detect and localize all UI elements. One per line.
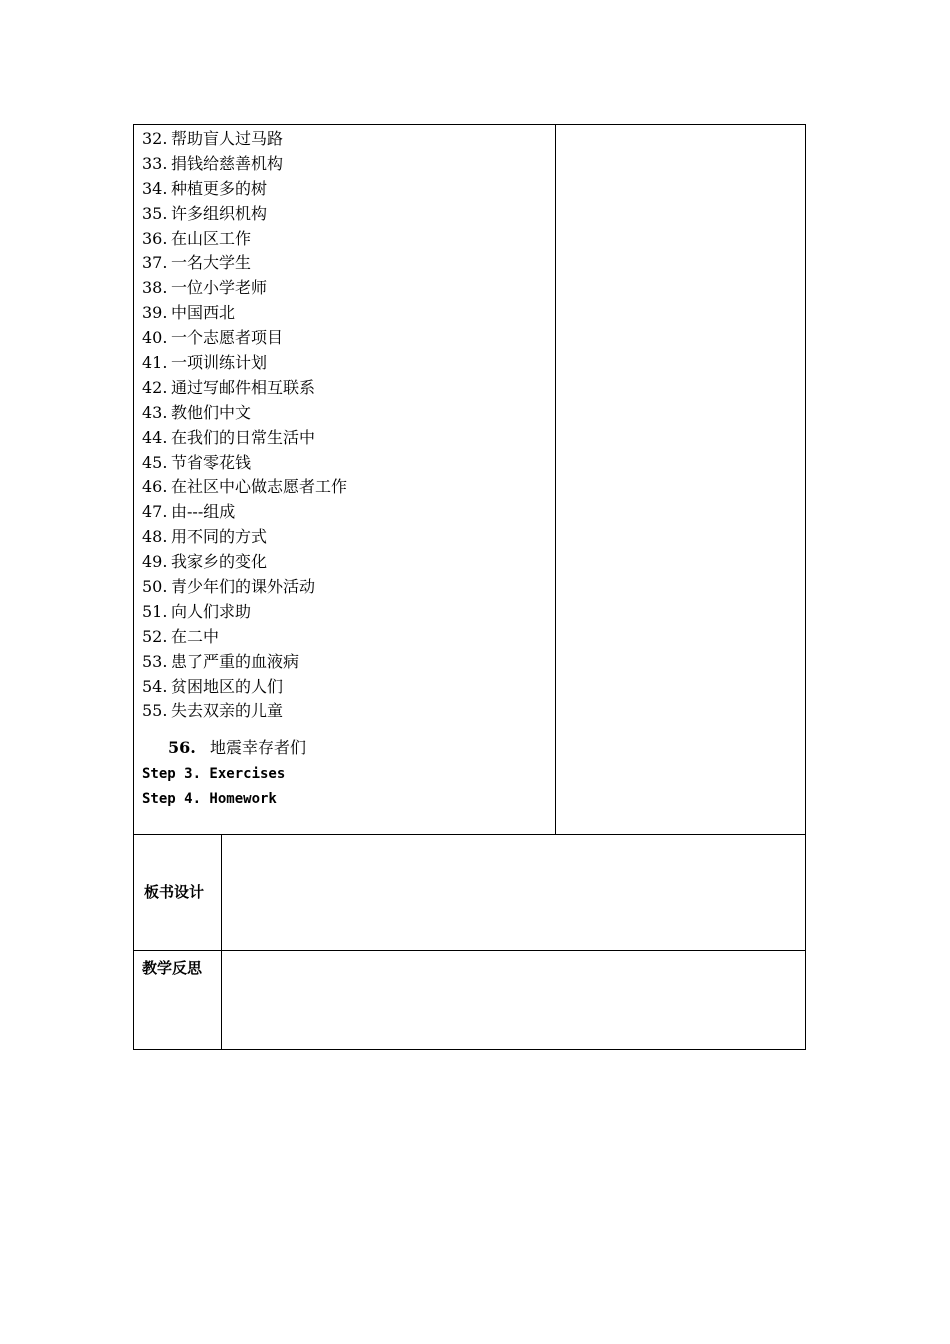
phrase-number: 39. [142,303,168,323]
phrase-text: 捐钱给慈善机构 [171,153,284,173]
phrase-number: 54. [142,676,168,696]
phrase-item [142,351,347,376]
phrase-text: 在社区中心做志愿者工作 [171,477,348,497]
phrase-text: 在山区工作 [171,228,252,248]
phrase-item [142,600,347,625]
phrase-item [142,675,347,700]
notes-cell [556,125,806,835]
phrase-text: 失去双亲的儿童 [171,701,284,721]
phrase-text: 患了严重的血液病 [171,651,300,671]
phrase-item [142,326,347,351]
reflection-label: 教学反思 [142,959,203,977]
phrase-item-56 [168,736,306,760]
phrase-number: 46. [142,477,168,497]
phrase-number: 53. [142,651,168,671]
phrase-text: 在二中 [171,626,220,646]
phrase-text: 通过写邮件相互联系 [171,377,316,397]
phrase-number: 55. [142,701,168,721]
phrase-item [142,177,347,202]
phrase-text: 中国西北 [171,303,236,323]
phrase-item [142,475,347,500]
phrase-number: 32. [142,129,168,148]
phrase-item [142,276,347,301]
phrase-item [142,525,347,550]
reflection-value-cell [222,951,806,1049]
step-4-homework: Step 4. Homework [142,791,277,807]
phrase-number: 34. [142,178,168,198]
phrase-number: 41. [142,353,168,373]
phrase-number: 50. [142,577,168,597]
phrase-text: 向人们求助 [171,601,252,621]
phrase-text: 一名大学生 [171,253,252,273]
phrase-number: 35. [142,203,168,223]
phrase-item [142,426,347,451]
phrase-number: 45. [142,452,168,472]
phrase-item [142,401,347,426]
phrase-text: 用不同的方式 [171,527,268,547]
phrase-number: 51. [142,601,168,621]
phrase-item [142,650,347,675]
reflection-label-cell [134,951,222,1049]
phrase-list [142,127,347,724]
phrase-text: 在我们的日常生活中 [171,427,316,447]
phrase-text: 我家乡的变化 [171,552,268,572]
phrase-number: 49. [142,552,168,572]
phrase-item [142,227,347,252]
lesson-plan-table [133,124,806,1050]
phrase-number: 56. [168,738,196,757]
phrase-item [142,127,347,152]
phrase-number: 44. [142,427,168,447]
phrase-text: 一个志愿者项目 [171,328,284,348]
phrase-text: 帮助盲人过马路 [171,129,284,148]
phrase-item [142,699,347,724]
phrase-text: 由---组成 [171,502,236,522]
content-cell [134,125,556,835]
phrase-text: 种植更多的树 [171,178,268,198]
phrase-number: 37. [142,253,168,273]
phrase-number: 40. [142,328,168,348]
board-design-label: 板书设计 [144,883,205,901]
phrase-item [142,301,347,326]
phrase-number: 43. [142,402,168,422]
phrase-text: 贫困地区的人们 [171,676,284,696]
phrase-item [142,251,347,276]
phrase-number: 42. [142,377,168,397]
phrase-item [142,550,347,575]
phrase-text: 一项训练计划 [171,353,268,373]
phrase-text: 一位小学老师 [171,278,268,298]
board-design-label-cell [134,835,222,951]
phrase-text: 节省零花钱 [171,452,252,472]
phrase-item [142,575,347,600]
board-design-value-cell [222,835,806,951]
phrase-item [142,202,347,227]
phrase-number: 52. [142,626,168,646]
step-3-exercises: Step 3. Exercises [142,766,286,782]
phrase-text: 教他们中文 [171,402,252,422]
phrase-number: 33. [142,153,168,173]
phrase-item [142,500,347,525]
phrase-item [142,152,347,177]
phrase-item [142,376,347,401]
phrase-text: 地震幸存者们 [210,738,307,757]
phrase-number: 47. [142,502,168,522]
phrase-text: 许多组织机构 [171,203,268,223]
phrase-item [142,625,347,650]
phrase-number: 48. [142,527,168,547]
phrase-number: 38. [142,278,168,298]
phrase-item [142,451,347,476]
phrase-text: 青少年们的课外活动 [171,577,316,597]
phrase-number: 36. [142,228,168,248]
